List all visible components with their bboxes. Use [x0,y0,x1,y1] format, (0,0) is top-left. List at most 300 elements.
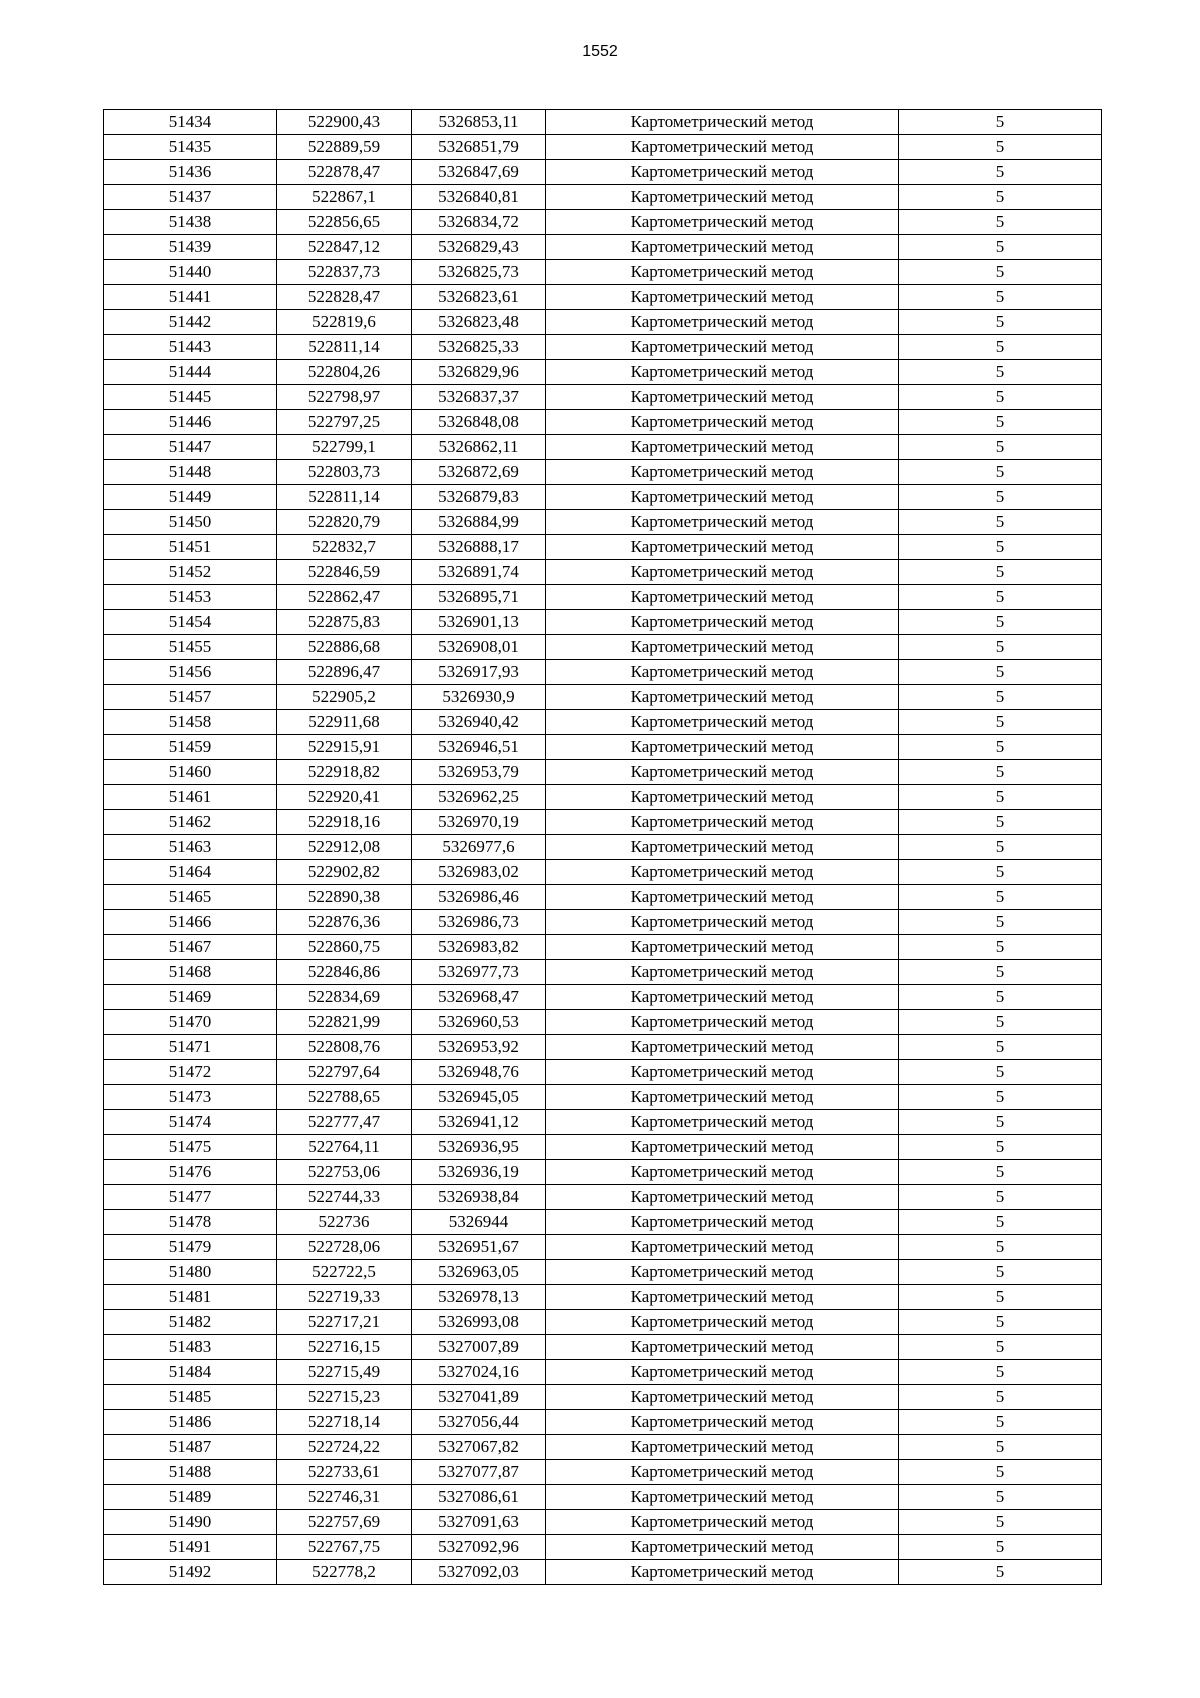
accuracy-cell: 5 [899,1210,1102,1235]
table-row [104,235,1102,260]
table-row [104,1310,1102,1335]
table-row [104,260,1102,285]
x-coordinate-cell: 522828,47 [277,285,412,310]
table-row [104,1160,1102,1185]
x-coordinate-cell: 522733,61 [277,1460,412,1485]
accuracy-cell: 5 [899,610,1102,635]
y-coordinate-cell: 5326993,08 [412,1310,546,1335]
method-cell: Картометрический метод [546,1010,899,1035]
method-cell: Картометрический метод [546,1085,899,1110]
table-row [104,460,1102,485]
point-number-cell: 51455 [104,635,277,660]
table-row [104,435,1102,460]
point-number-cell: 51444 [104,360,277,385]
method-cell: Картометрический метод [546,310,899,335]
table-row [104,1260,1102,1285]
table-row [104,535,1102,560]
accuracy-cell: 5 [899,960,1102,985]
point-number-cell: 51463 [104,835,277,860]
x-coordinate-cell: 522820,79 [277,510,412,535]
method-cell: Картометрический метод [546,935,899,960]
method-cell: Картометрический метод [546,435,899,460]
point-number-cell: 51454 [104,610,277,635]
x-coordinate-cell: 522797,64 [277,1060,412,1085]
x-coordinate-cell: 522878,47 [277,160,412,185]
table-row [104,185,1102,210]
accuracy-cell: 5 [899,260,1102,285]
point-number-cell: 51488 [104,1460,277,1485]
point-number-cell: 51480 [104,1260,277,1285]
accuracy-cell: 5 [899,510,1102,535]
point-number-cell: 51440 [104,260,277,285]
method-cell: Картометрический метод [546,860,899,885]
x-coordinate-cell: 522715,49 [277,1360,412,1385]
point-number-cell: 51467 [104,935,277,960]
accuracy-cell: 5 [899,135,1102,160]
table-row [104,1010,1102,1035]
accuracy-cell: 5 [899,1110,1102,1135]
method-cell: Картометрический метод [546,635,899,660]
x-coordinate-cell: 522912,08 [277,835,412,860]
y-coordinate-cell: 5326908,01 [412,635,546,660]
point-number-cell: 51468 [104,960,277,985]
table-row [104,835,1102,860]
accuracy-cell: 5 [899,1185,1102,1210]
accuracy-cell: 5 [899,1360,1102,1385]
table-row [104,1210,1102,1235]
x-coordinate-cell: 522744,33 [277,1185,412,1210]
accuracy-cell: 5 [899,585,1102,610]
accuracy-cell: 5 [899,560,1102,585]
accuracy-cell: 5 [899,1135,1102,1160]
x-coordinate-cell: 522862,47 [277,585,412,610]
accuracy-cell: 5 [899,1410,1102,1435]
table-row [104,760,1102,785]
table-row [104,510,1102,535]
x-coordinate-cell: 522808,76 [277,1035,412,1060]
accuracy-cell: 5 [899,360,1102,385]
table-row [104,1110,1102,1135]
point-number-cell: 51474 [104,1110,277,1135]
method-cell: Картометрический метод [546,410,899,435]
method-cell: Картометрический метод [546,985,899,1010]
accuracy-cell: 5 [899,485,1102,510]
x-coordinate-cell: 522716,15 [277,1335,412,1360]
table-row [104,610,1102,635]
x-coordinate-cell: 522715,23 [277,1385,412,1410]
method-cell: Картометрический метод [546,1335,899,1360]
accuracy-cell: 5 [899,235,1102,260]
accuracy-cell: 5 [899,160,1102,185]
table-row [104,210,1102,235]
point-number-cell: 51476 [104,1160,277,1185]
y-coordinate-cell: 5326891,74 [412,560,546,585]
method-cell: Картометрический метод [546,810,899,835]
x-coordinate-cell: 522860,75 [277,935,412,960]
method-cell: Картометрический метод [546,1235,899,1260]
y-coordinate-cell: 5326848,08 [412,410,546,435]
table-row [104,385,1102,410]
table-row [104,1035,1102,1060]
method-cell: Картометрический метод [546,1060,899,1085]
accuracy-cell: 5 [899,535,1102,560]
table-row [104,485,1102,510]
table-row [104,860,1102,885]
x-coordinate-cell: 522889,59 [277,135,412,160]
accuracy-cell: 5 [899,660,1102,685]
accuracy-cell: 5 [899,910,1102,935]
y-coordinate-cell: 5326986,73 [412,910,546,935]
x-coordinate-cell: 522920,41 [277,785,412,810]
accuracy-cell: 5 [899,1085,1102,1110]
accuracy-cell: 5 [899,1535,1102,1560]
table-row [104,1060,1102,1085]
table-row [104,1335,1102,1360]
method-cell: Картометрический метод [546,885,899,910]
y-coordinate-cell: 5327024,16 [412,1360,546,1385]
method-cell: Картометрический метод [546,960,899,985]
x-coordinate-cell: 522717,21 [277,1310,412,1335]
x-coordinate-cell: 522905,2 [277,685,412,710]
table-row [104,160,1102,185]
y-coordinate-cell: 5326948,76 [412,1060,546,1085]
accuracy-cell: 5 [899,1010,1102,1035]
y-coordinate-cell: 5326953,79 [412,760,546,785]
method-cell: Картометрический метод [546,535,899,560]
y-coordinate-cell: 5326946,51 [412,735,546,760]
y-coordinate-cell: 5326837,37 [412,385,546,410]
method-cell: Картометрический метод [546,1185,899,1210]
accuracy-cell: 5 [899,335,1102,360]
method-cell: Картометрический метод [546,910,899,935]
table-row [104,985,1102,1010]
point-number-cell: 51447 [104,435,277,460]
x-coordinate-cell: 522798,97 [277,385,412,410]
method-cell: Картометрический метод [546,1160,899,1185]
table-row [104,1385,1102,1410]
x-coordinate-cell: 522900,43 [277,110,412,135]
table-row [104,1235,1102,1260]
point-number-cell: 51450 [104,510,277,535]
y-coordinate-cell: 5326834,72 [412,210,546,235]
y-coordinate-cell: 5326951,67 [412,1235,546,1260]
y-coordinate-cell: 5327092,96 [412,1535,546,1560]
y-coordinate-cell: 5327091,63 [412,1510,546,1535]
y-coordinate-cell: 5326977,73 [412,960,546,985]
x-coordinate-cell: 522867,1 [277,185,412,210]
table-row [104,810,1102,835]
y-coordinate-cell: 5326936,95 [412,1135,546,1160]
y-coordinate-cell: 5326978,13 [412,1285,546,1310]
table-row [104,335,1102,360]
method-cell: Картометрический метод [546,560,899,585]
table-row [104,110,1102,135]
table-row [104,1460,1102,1485]
table-row [104,560,1102,585]
y-coordinate-cell: 5326829,96 [412,360,546,385]
point-number-cell: 51492 [104,1560,277,1585]
x-coordinate-cell: 522778,2 [277,1560,412,1585]
y-coordinate-cell: 5326940,42 [412,710,546,735]
y-coordinate-cell: 5327041,89 [412,1385,546,1410]
x-coordinate-cell: 522846,86 [277,960,412,985]
table-row [104,660,1102,685]
x-coordinate-cell: 522847,12 [277,235,412,260]
table-row [104,585,1102,610]
accuracy-cell: 5 [899,1385,1102,1410]
x-coordinate-cell: 522896,47 [277,660,412,685]
accuracy-cell: 5 [899,210,1102,235]
accuracy-cell: 5 [899,710,1102,735]
y-coordinate-cell: 5326962,25 [412,785,546,810]
y-coordinate-cell: 5326953,92 [412,1035,546,1060]
method-cell: Картометрический метод [546,210,899,235]
method-cell: Картометрический метод [546,1260,899,1285]
point-number-cell: 51449 [104,485,277,510]
y-coordinate-cell: 5326977,6 [412,835,546,860]
table-row [104,285,1102,310]
method-cell: Картометрический метод [546,835,899,860]
method-cell: Картометрический метод [546,710,899,735]
table-row [104,1485,1102,1510]
point-number-cell: 51484 [104,1360,277,1385]
table-row [104,960,1102,985]
method-cell: Картометрический метод [546,485,899,510]
y-coordinate-cell: 5326840,81 [412,185,546,210]
method-cell: Картометрический метод [546,1385,899,1410]
accuracy-cell: 5 [899,1485,1102,1510]
x-coordinate-cell: 522918,82 [277,760,412,785]
method-cell: Картометрический метод [546,1560,899,1585]
x-coordinate-cell: 522846,59 [277,560,412,585]
y-coordinate-cell: 5327056,44 [412,1410,546,1435]
accuracy-cell: 5 [899,385,1102,410]
y-coordinate-cell: 5326901,13 [412,610,546,635]
x-coordinate-cell: 522803,73 [277,460,412,485]
method-cell: Картометрический метод [546,1535,899,1560]
method-cell: Картометрический метод [546,160,899,185]
y-coordinate-cell: 5326862,11 [412,435,546,460]
method-cell: Картометрический метод [546,235,899,260]
method-cell: Картометрический метод [546,585,899,610]
method-cell: Картометрический метод [546,1135,899,1160]
x-coordinate-cell: 522911,68 [277,710,412,735]
point-number-cell: 51487 [104,1435,277,1460]
table-row [104,1435,1102,1460]
point-number-cell: 51448 [104,460,277,485]
point-number-cell: 51435 [104,135,277,160]
point-number-cell: 51483 [104,1335,277,1360]
point-number-cell: 51466 [104,910,277,935]
point-number-cell: 51460 [104,760,277,785]
x-coordinate-cell: 522719,33 [277,1285,412,1310]
accuracy-cell: 5 [899,435,1102,460]
x-coordinate-cell: 522777,47 [277,1110,412,1135]
table-row [104,410,1102,435]
y-coordinate-cell: 5326983,82 [412,935,546,960]
accuracy-cell: 5 [899,1510,1102,1535]
table-row [104,1360,1102,1385]
y-coordinate-cell: 5326888,17 [412,535,546,560]
accuracy-cell: 5 [899,1260,1102,1285]
y-coordinate-cell: 5326851,79 [412,135,546,160]
accuracy-cell: 5 [899,760,1102,785]
method-cell: Картометрический метод [546,260,899,285]
y-coordinate-cell: 5326941,12 [412,1110,546,1135]
method-cell: Картометрический метод [546,1110,899,1135]
table-row [104,1560,1102,1585]
x-coordinate-cell: 522746,31 [277,1485,412,1510]
accuracy-cell: 5 [899,1285,1102,1310]
accuracy-cell: 5 [899,835,1102,860]
point-number-cell: 51477 [104,1185,277,1210]
y-coordinate-cell: 5327077,87 [412,1460,546,1485]
x-coordinate-cell: 522890,38 [277,885,412,910]
x-coordinate-cell: 522856,65 [277,210,412,235]
accuracy-cell: 5 [899,735,1102,760]
method-cell: Картометрический метод [546,1485,899,1510]
accuracy-cell: 5 [899,310,1102,335]
point-number-cell: 51472 [104,1060,277,1085]
x-coordinate-cell: 522875,83 [277,610,412,635]
x-coordinate-cell: 522788,65 [277,1085,412,1110]
point-number-cell: 51473 [104,1085,277,1110]
accuracy-cell: 5 [899,1035,1102,1060]
x-coordinate-cell: 522753,06 [277,1160,412,1185]
point-number-cell: 51456 [104,660,277,685]
table-row [104,1185,1102,1210]
method-cell: Картометрический метод [546,785,899,810]
point-number-cell: 51441 [104,285,277,310]
x-coordinate-cell: 522736 [277,1210,412,1235]
accuracy-cell: 5 [899,285,1102,310]
point-number-cell: 51451 [104,535,277,560]
accuracy-cell: 5 [899,1160,1102,1185]
y-coordinate-cell: 5327067,82 [412,1435,546,1460]
point-number-cell: 51478 [104,1210,277,1235]
x-coordinate-cell: 522767,75 [277,1535,412,1560]
point-number-cell: 51490 [104,1510,277,1535]
y-coordinate-cell: 5326879,83 [412,485,546,510]
y-coordinate-cell: 5326847,69 [412,160,546,185]
point-number-cell: 51439 [104,235,277,260]
method-cell: Картометрический метод [546,335,899,360]
accuracy-cell: 5 [899,985,1102,1010]
method-cell: Картометрический метод [546,1310,899,1335]
method-cell: Картометрический метод [546,1435,899,1460]
point-number-cell: 51475 [104,1135,277,1160]
y-coordinate-cell: 5326895,71 [412,585,546,610]
method-cell: Картометрический метод [546,135,899,160]
method-cell: Картометрический метод [546,385,899,410]
table-row [104,785,1102,810]
accuracy-cell: 5 [899,1560,1102,1585]
accuracy-cell: 5 [899,460,1102,485]
point-number-cell: 51491 [104,1535,277,1560]
accuracy-cell: 5 [899,685,1102,710]
page-number: 1552 [582,43,618,60]
y-coordinate-cell: 5326938,84 [412,1185,546,1210]
x-coordinate-cell: 522728,06 [277,1235,412,1260]
accuracy-cell: 5 [899,635,1102,660]
point-number-cell: 51443 [104,335,277,360]
table-row [104,910,1102,935]
accuracy-cell: 5 [899,1060,1102,1085]
table-row [104,360,1102,385]
method-cell: Картометрический метод [546,1460,899,1485]
method-cell: Картометрический метод [546,1360,899,1385]
y-coordinate-cell: 5326917,93 [412,660,546,685]
table-row [104,1535,1102,1560]
accuracy-cell: 5 [899,885,1102,910]
y-coordinate-cell: 5326986,46 [412,885,546,910]
point-number-cell: 51445 [104,385,277,410]
x-coordinate-cell: 522915,91 [277,735,412,760]
accuracy-cell: 5 [899,410,1102,435]
method-cell: Картометрический метод [546,760,899,785]
accuracy-cell: 5 [899,1235,1102,1260]
y-coordinate-cell: 5326930,9 [412,685,546,710]
point-number-cell: 51446 [104,410,277,435]
y-coordinate-cell: 5326829,43 [412,235,546,260]
table-row [104,135,1102,160]
x-coordinate-cell: 522834,69 [277,985,412,1010]
table-row [104,885,1102,910]
point-number-cell: 51465 [104,885,277,910]
table-row [104,1135,1102,1160]
x-coordinate-cell: 522718,14 [277,1410,412,1435]
method-cell: Картометрический метод [546,1210,899,1235]
y-coordinate-cell: 5326960,53 [412,1010,546,1035]
accuracy-cell: 5 [899,1460,1102,1485]
y-coordinate-cell: 5326823,61 [412,285,546,310]
point-number-cell: 51452 [104,560,277,585]
table-row [104,935,1102,960]
x-coordinate-cell: 522722,5 [277,1260,412,1285]
method-cell: Картометрический метод [546,460,899,485]
y-coordinate-cell: 5326983,02 [412,860,546,885]
y-coordinate-cell: 5326825,33 [412,335,546,360]
method-cell: Картометрический метод [546,110,899,135]
point-number-cell: 51485 [104,1385,277,1410]
y-coordinate-cell: 5326944 [412,1210,546,1235]
accuracy-cell: 5 [899,110,1102,135]
table-row [104,685,1102,710]
x-coordinate-cell: 522876,36 [277,910,412,935]
point-number-cell: 51471 [104,1035,277,1060]
point-number-cell: 51482 [104,1310,277,1335]
method-cell: Картометрический метод [546,685,899,710]
y-coordinate-cell: 5327086,61 [412,1485,546,1510]
y-coordinate-cell: 5326963,05 [412,1260,546,1285]
x-coordinate-cell: 522819,6 [277,310,412,335]
table-row [104,1510,1102,1535]
point-number-cell: 51462 [104,810,277,835]
accuracy-cell: 5 [899,1435,1102,1460]
x-coordinate-cell: 522811,14 [277,335,412,360]
x-coordinate-cell: 522811,14 [277,485,412,510]
accuracy-cell: 5 [899,785,1102,810]
accuracy-cell: 5 [899,860,1102,885]
y-coordinate-cell: 5326970,19 [412,810,546,835]
point-number-cell: 51469 [104,985,277,1010]
method-cell: Картометрический метод [546,1285,899,1310]
y-coordinate-cell: 5326825,73 [412,260,546,285]
accuracy-cell: 5 [899,1310,1102,1335]
method-cell: Картометрический метод [546,1510,899,1535]
x-coordinate-cell: 522902,82 [277,860,412,885]
y-coordinate-cell: 5326936,19 [412,1160,546,1185]
